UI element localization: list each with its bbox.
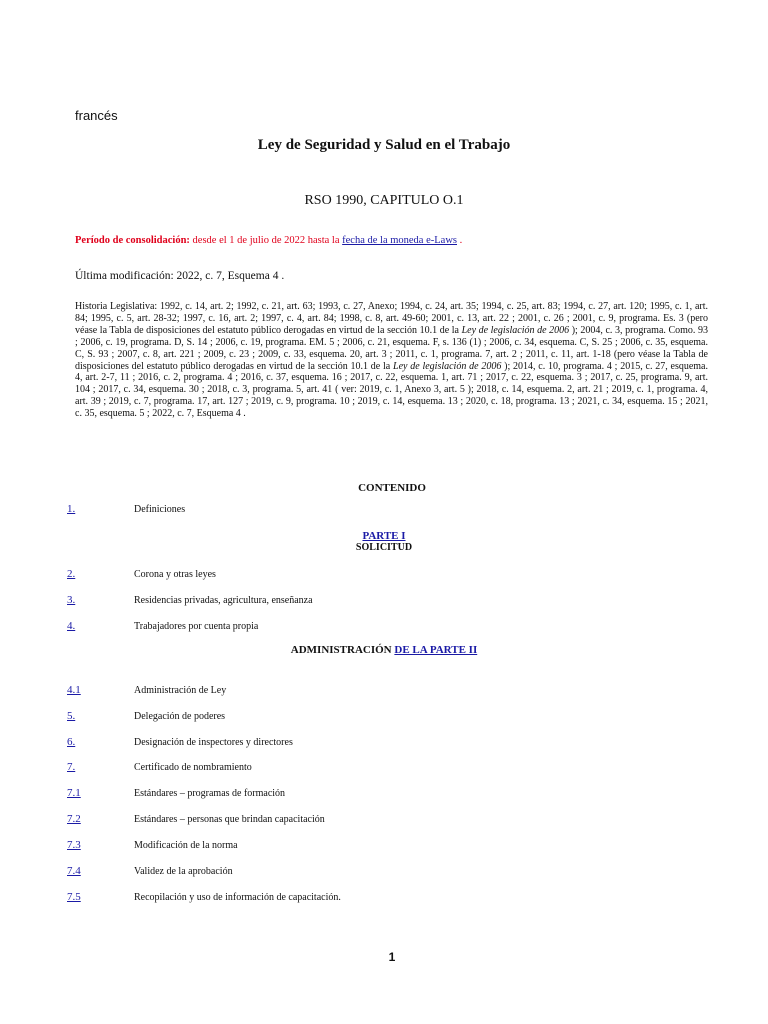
toc-link-1[interactable]: 1.: [67, 503, 76, 515]
toc-link-7-1[interactable]: 7.1: [67, 787, 81, 799]
french-language-link[interactable]: francés: [75, 108, 118, 123]
toc-text-7-2: Estándares – personas que brindan capacitación: [134, 814, 325, 825]
toc-text-5: Delegación de poderes: [134, 711, 226, 722]
toc-text-4-1: Administración de Ley: [134, 685, 227, 696]
part-1-link[interactable]: PARTE I: [362, 530, 406, 542]
toc-text-7-3: Modificación de la norma: [134, 840, 238, 851]
act-title: Ley de Seguridad y Salud en el Trabajo: [257, 137, 511, 153]
toc-text-4: Trabajadores por cuenta propia: [134, 621, 259, 632]
toc-link-4-1[interactable]: 4.1: [67, 684, 81, 696]
last-amendment: Última modificación: 2022, c. 7, Esquema 4 .: [75, 270, 285, 282]
toc-link-7-3[interactable]: 7.3: [67, 839, 81, 851]
page-number: 1: [388, 950, 396, 964]
contents-heading: CONTENIDO: [358, 482, 426, 494]
consolidation-end: .: [457, 235, 463, 246]
toc-link-7-5[interactable]: 7.5: [67, 891, 81, 903]
part-1-heading: [0, 530, 768, 542]
toc-text-7-4: Validez de la aprobación: [134, 866, 233, 877]
toc-link-7[interactable]: 7.: [67, 761, 76, 773]
toc-link-6[interactable]: 6.: [67, 736, 76, 748]
part-1-subtitle: SOLICITUD: [355, 542, 413, 553]
toc-text-7-5: Recopilación y uso de información de capacitación.: [134, 892, 341, 903]
toc-link-2[interactable]: 2.: [67, 568, 76, 580]
toc-link-7-4[interactable]: 7.4: [67, 865, 81, 877]
history-italic-1: Ley de legislación de 2006: [461, 324, 570, 336]
history-text-1: Historia Legislativa: 1992, c. 14, art. 2; 1992, c. 21, art. 63; 1993, c. 27, Anexo; 1994, c. 24, art. 35; 1994, c. 25, art. 83; 1994, c. 27, art. 120; 1995, c. 1, art. 84; 1995, c. 5, art. 28-32; 1997, c. 16, art. 2; 1997, c. 4, art. 84; 1998, c. 8, art. 49-60; 2001, c. 13, art. 22 ; 2001, c. 26 ; 2001, c. 9, programa. Es. 3 (pero véase la Tabla de disposiciones del estatuto público derogadas en virtud de la sección 10.1 de la: [75, 301, 708, 336]
part-2-link[interactable]: DE LA PARTE II: [394, 644, 478, 656]
consolidation-text: desde el 1 de julio de 2022 hasta la: [189, 235, 343, 246]
toc-link-4[interactable]: 4.: [67, 620, 76, 632]
toc-text-6: Designación de inspectores y directores: [134, 737, 293, 748]
consolidation-period: [75, 235, 462, 246]
elaws-currency-date-link[interactable]: fecha de la moneda e-Laws: [342, 235, 457, 246]
toc-text-2: Corona y otras leyes: [134, 569, 216, 580]
toc-text-3: Residencias privadas, agricultura, enseñanza: [134, 595, 313, 606]
part-2-heading: [0, 644, 768, 656]
toc-link-5[interactable]: 5.: [67, 710, 76, 722]
history-italic-2: Ley de legislación de 2006: [393, 360, 502, 372]
history-text-3: ); 2014, c. 10, programa. 4 ; 2015, c. 27, esquema. 4, art. 2-7, 11 ; 2016, c. 2, programa. 4 ; 2016, c. 37, esquema. 16 ; 2017, c. 22, esquema. 1, art. 71 ; 2017, c. 22, esquema. 3 ; 2017, c. 25, programa. 9, art. 104 ; 2017, c. 34, esquema. 30 ; 2018, c. 3, programa. 5, art. 41 ( ver: 2019, c. 1, Anexo 3, art. 5 ); 2018, c. 14, esquema. 2, art. 21 ; 2019, c. 1, programa. 4, art. 39 ; 2019, c. 7, programa. 17, art. 127 ; 2019, c. 9, programa. 10 ; 2019, c. 14, esquema. 13 ; 2020, c. 18, programa. 13 ; 2021, c. 34, esquema. 15 ; 2021, c. 35, esquema. 5 ; 2022, c. 7, Esquema 4 .: [75, 360, 708, 420]
toc-text-1: Definiciones: [134, 504, 186, 515]
toc-text-7-1: Estándares – programas de formación: [134, 788, 286, 799]
toc-text-7: Certificado de nombramiento: [134, 762, 252, 773]
statute-citation: RSO 1990, CAPITULO O.1: [304, 193, 464, 208]
toc-link-7-2[interactable]: 7.2: [67, 813, 81, 825]
history-text-2: ); 2004, c. 3, programa. Como. 93 ; 2006, c. 19, programa. D, S. 14 ; 2006, c. 19, programa. EM. 5 ; 2006, c. 21, esquema. F, s. 136 (1) ; 2006, c. 34, esquema. C, S. 25 ; 2006, c. 35, esquema. C, S. 93 ; 2007, c. 8, art. 221 ; 2009, c. 23 ; 2009, c. 33, esquema. 20, art. 3 ; 2011, c. 1, programa. 7, art. 2 ; 2011, c. 11, art. 1-18 (pero véase la Tabla de disposiciones del estatuto público derogadas en virtud de la sección 10.1 de la: [75, 324, 709, 372]
toc-link-3[interactable]: 3.: [67, 594, 76, 606]
consolidation-label: Período de consolidación:: [75, 235, 190, 246]
part-2-prefix: ADMINISTRACIÓN: [290, 644, 395, 656]
legislative-history: [75, 301, 708, 420]
